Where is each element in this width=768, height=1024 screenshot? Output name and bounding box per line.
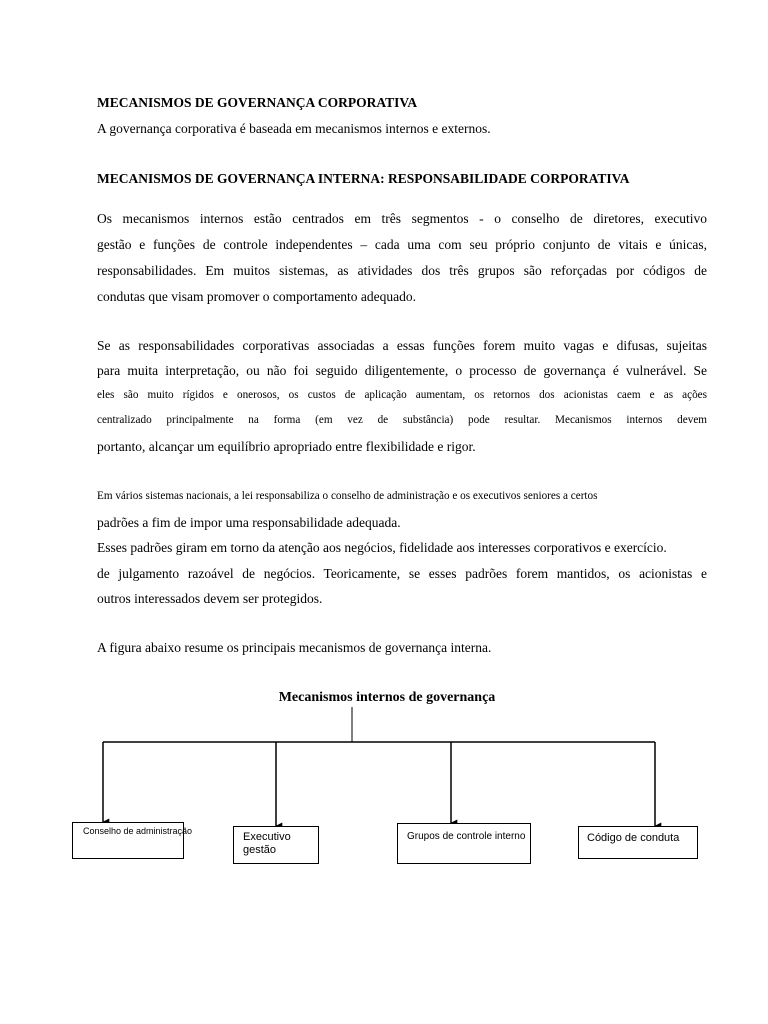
para3-line: outros interessados devem ser protegidos. [97, 591, 323, 606]
para1-line: gestão e funções de controle independentes – cada uma com seu próprio conjunto de vitais e únicas, [97, 237, 707, 252]
figure-intro: A figura abaixo resume os principais mecanismos de governança interna. [97, 640, 492, 655]
heading-governance: MECANISMOS DE GOVERNANÇA CORPORATIVA [97, 95, 418, 110]
box-executivo: Executivo gestão [233, 826, 319, 864]
para2-line: para muita interpretação, ou não foi seguido diligentemente, o processo de governança é vulnerável. Se [97, 363, 707, 378]
para1-line: Os mecanismos internos estão centrados em três segmentos - o conselho de diretores, executivo [97, 211, 707, 226]
para2-line: portanto, alcançar um equilíbrio apropriado entre flexibilidade e rigor. [97, 439, 476, 454]
box-conselho: Conselho de administração [72, 822, 184, 859]
diagram-title: Mecanismos internos de governança [278, 690, 496, 705]
para3-line: de julgamento razoável de negócios. Teoricamente, se esses padrões forem mantidos, os acionistas e [97, 566, 707, 581]
box-codigo: Código de conduta [578, 826, 698, 859]
para3-line: padrões a fim de impor uma responsabilidade adequada. [97, 515, 401, 530]
heading-internal: MECANISMOS DE GOVERNANÇA INTERNA: RESPONSABILIDADE CORPORATIVA [97, 171, 630, 186]
para2-line: centralizado principalmente na forma (em vez de substância) pode resultar. Mecanismos internos devem [97, 414, 707, 426]
para2-line: Se as responsabilidades corporativas associadas a essas funções forem muito vagas e difusas, sujeitas [97, 338, 707, 353]
box-grupos: Grupos de controle interno [397, 823, 531, 864]
para1-line: responsabilidades. Em muitos sistemas, as atividades dos três grupos são reforçadas por códigos de [97, 263, 707, 278]
para3-line: Esses padrões giram em torno da atenção aos negócios, fidelidade aos interesses corporativos e exercício. [97, 540, 667, 555]
para2-line: eles são muito rígidos e onerosos, os custos de aplicação aumentam, os retornos dos acionistas caem e as ações [97, 389, 707, 401]
intro-line: A governança corporativa é baseada em mecanismos internos e externos. [97, 121, 491, 136]
para3-line: Em vários sistemas nacionais, a lei responsabiliza o conselho de administração e os executivos seniores a certos [97, 490, 598, 502]
para1-line: condutas que visam promover o comportamento adequado. [97, 289, 417, 304]
